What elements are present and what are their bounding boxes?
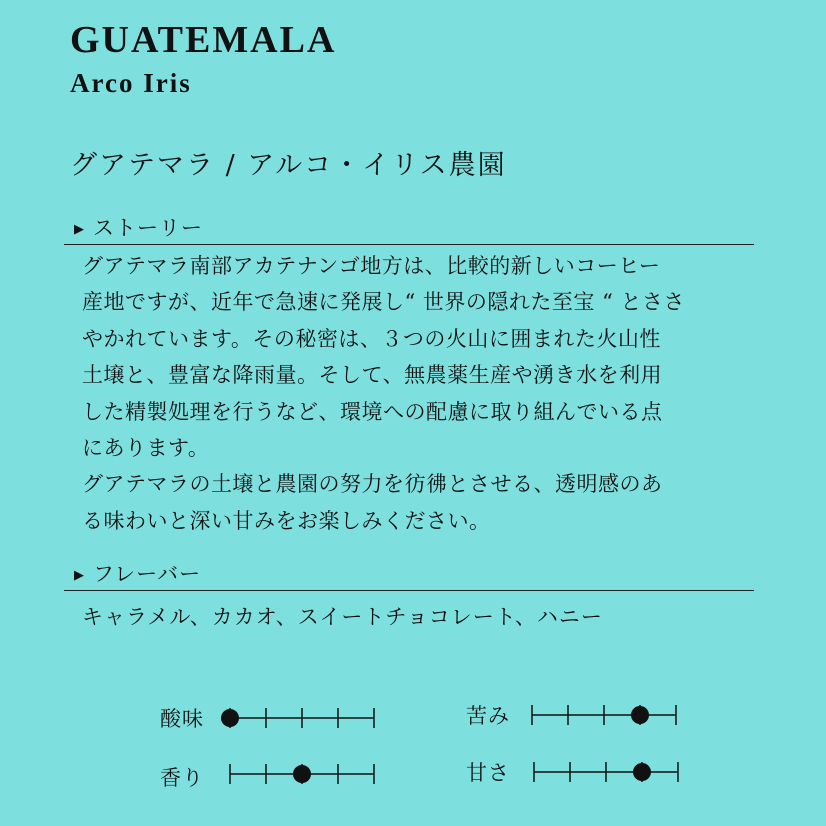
- story-line: 産地ですが、近年で急速に発展し“ 世界の隠れた至宝 “ とささ: [82, 290, 685, 315]
- story-line: 土壌と、豊富な降雨量。そして、無農薬生産や湧き水を利用: [82, 363, 663, 388]
- acidity-scale: [230, 706, 375, 730]
- sweetness-scale: [534, 760, 679, 784]
- bitterness-label: 苦み: [466, 704, 510, 728]
- acidity-label: 酸味: [160, 707, 204, 731]
- story-line: にあります。: [82, 436, 210, 461]
- coffee-origin-title: GUATEMALA: [70, 19, 337, 61]
- story-line: る味わいと深い甘みをお楽しみください。: [82, 508, 491, 533]
- scale-marker: [221, 709, 239, 727]
- aroma-label: 香り: [160, 766, 204, 790]
- story-line: グアテマラの土壌と農園の努力を彷彿とさせる、透明感のあ: [82, 472, 663, 497]
- farm-subtitle: Arco Iris: [70, 68, 192, 98]
- flavor-notes: キャラメル、カカオ、スイートチョコレート、ハニー: [82, 605, 603, 629]
- scale-marker: [633, 763, 651, 781]
- story-line: やかれています。その秘密は、３つの火山に囲まれた火山性: [82, 326, 661, 351]
- triangle-bullet-icon: ▶: [74, 568, 85, 583]
- aroma-scale: [230, 762, 375, 786]
- flavor-heading: [74, 558, 201, 588]
- story-divider: [64, 244, 754, 245]
- triangle-bullet-icon: ▶: [74, 222, 85, 237]
- flavor-heading-label: フレーバー: [93, 562, 202, 586]
- japanese-farm-name: グアテマラ / アルコ・イリス農園: [70, 150, 507, 181]
- story-text: [82, 248, 772, 539]
- story-line: した精製処理を行うなど、環境への配慮に取り組んでいる点: [82, 399, 663, 424]
- story-heading: [74, 212, 203, 242]
- flavor-divider: [64, 590, 754, 591]
- story-heading-label: ストーリー: [93, 216, 203, 240]
- scale-marker: [631, 706, 649, 724]
- story-line: グアテマラ南部アカテナンゴ地方は、比較的新しいコーヒー: [82, 254, 661, 278]
- bitterness-scale: [532, 703, 677, 727]
- sweetness-label: 甘さ: [466, 761, 510, 785]
- scale-marker: [293, 765, 311, 783]
